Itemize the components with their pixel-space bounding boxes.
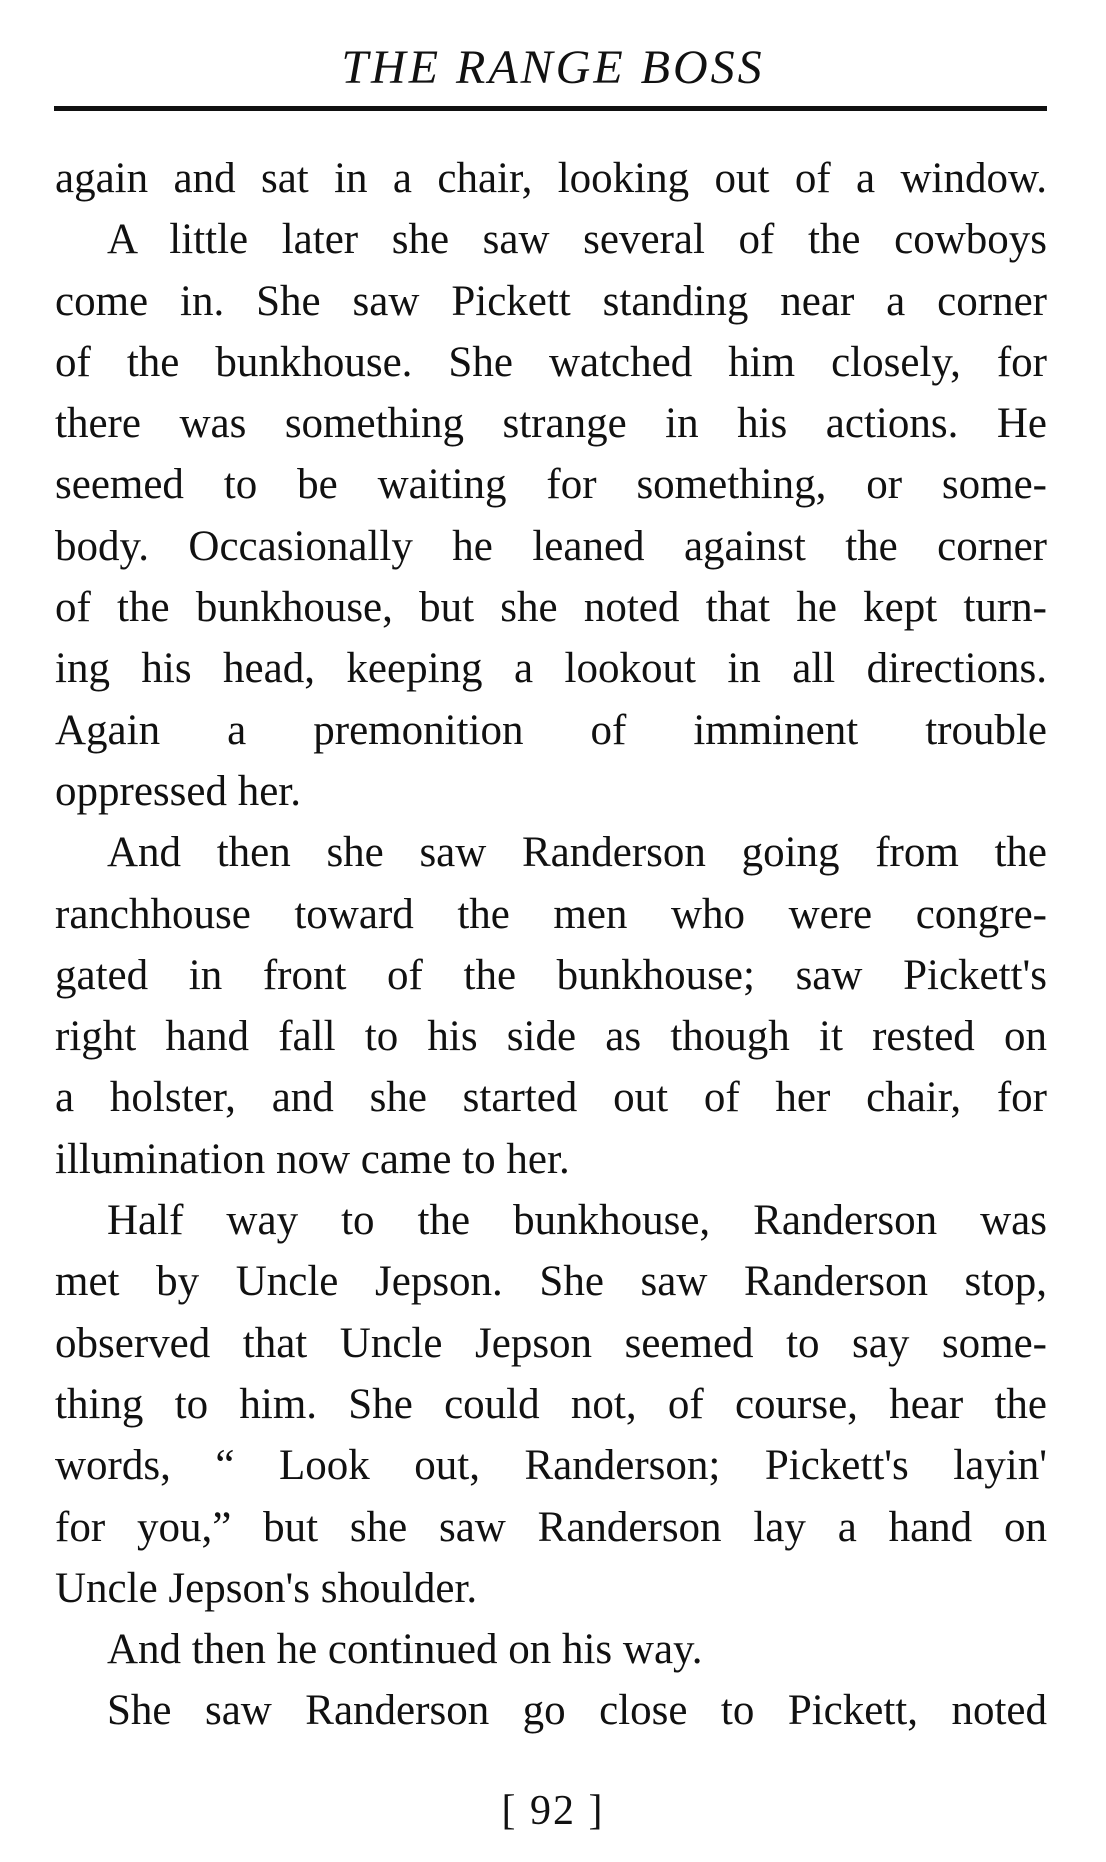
text-line: for you,” but she saw Randerson lay a hand on	[55, 1503, 1047, 1551]
text-line: right hand fall to his side as though it rested on	[55, 1013, 1047, 1061]
text-line: ing his head, keeping a lookout in all directions.	[55, 645, 1047, 693]
header-rule	[54, 106, 1047, 111]
text-line: And then she saw Randerson going from the	[107, 829, 1047, 877]
text-line: of the bunkhouse. She watched him closely, for	[55, 338, 1047, 386]
text-line: oppressed her.	[55, 767, 301, 815]
text-line: She saw Randerson go close to Pickett, noted	[107, 1687, 1047, 1735]
running-head: THE RANGE BOSS	[341, 41, 765, 94]
text-line: Uncle Jepson's shoulder.	[55, 1564, 478, 1612]
text-line: ranchhouse toward the men who were congre-	[55, 890, 1047, 938]
text-line: there was something strange in his actions. He	[55, 400, 1047, 448]
text-line: thing to him. She could not, of course, hear the	[55, 1380, 1047, 1428]
text-line: come in. She saw Pickett standing near a corner	[55, 277, 1047, 325]
page-number: [ 92 ]	[501, 1788, 605, 1834]
text-line: gated in front of the bunkhouse; saw Pickett's	[55, 951, 1047, 999]
text-line: And then he continued on his way.	[107, 1626, 703, 1674]
text-line: observed that Uncle Jepson seemed to say some-	[55, 1319, 1047, 1367]
text-line: again and sat in a chair, looking out of a window.	[55, 155, 1047, 202]
text-line: Half way to the bunkhouse, Randerson was	[107, 1197, 1047, 1245]
text-line: a holster, and she started out of her chair, for	[55, 1074, 1047, 1122]
text-line: seemed to be waiting for something, or some-	[55, 461, 1047, 509]
text-line: illumination now came to her.	[55, 1135, 570, 1183]
text-line: of the bunkhouse, but she noted that he kept turn-	[55, 584, 1047, 632]
text-line: words, “ Look out, Randerson; Pickett's layin'	[55, 1442, 1047, 1490]
body-text	[55, 148, 1047, 1742]
text-line: Again a premonition of imminent trouble	[55, 706, 1047, 754]
text-line: A little later she saw several of the cowboys	[107, 216, 1047, 264]
text-line: met by Uncle Jepson. She saw Randerson stop,	[55, 1258, 1047, 1306]
text-line: body. Occasionally he leaned against the corner	[55, 522, 1047, 570]
